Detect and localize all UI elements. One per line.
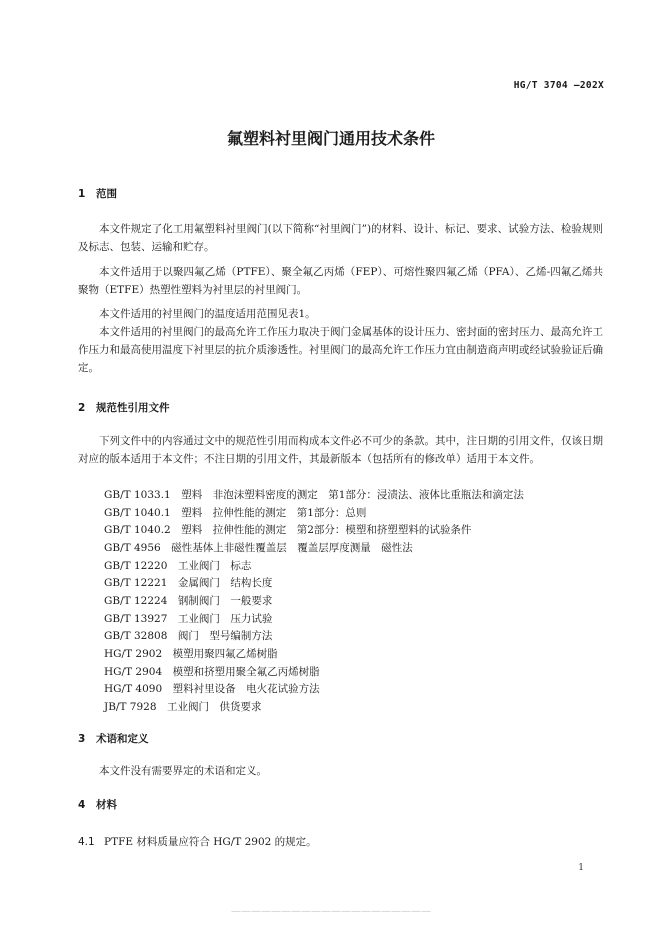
reference-item: HG/T 2904 模塑和挤塑用聚全氟乙丙烯树脂 [104,666,320,678]
section-number: 2 [78,402,86,414]
section-1-heading [78,186,117,201]
standard-code: HG/T 3704 —202X [513,80,604,91]
section-number: 3 [78,733,86,745]
normative-intro: 下列文件中的内容通过文中的规范性引用而构成本文件必不可少的条款。其中，注日期的引用文件，仅该日期对应的版本适用于本文件；不注日期的引用文件，其最新版本（包括所有的修改单）适用于本文件。 [78,435,603,465]
page-number: 1 [578,863,584,873]
footer-watermark: ———————————————————— [231,906,431,917]
reference-item: GB/T 13927 工业阀门 压力试验 [104,613,273,625]
reference-item: GB/T 1033.1 塑料 非泡沫塑料密度的测定 第1部分：浸渍法、液体比重瓶法和滴定法 [104,489,524,501]
reference-item: GB/T 1040.1 塑料 拉伸性能的测定 第1部分：总则 [104,507,367,519]
section-title: 范围 [96,188,117,200]
section-number: 4 [78,799,86,811]
scope-paragraph-4: 本文件适用的衬里阀门的最高允许工作压力取决于阀门金属基体的设计压力、密封面的密封压力、最高允许工作压力和最高使用温度下衬里层的抗介质渗透性。衬里阀门的最高允许工作压力宜由制造商声明或经试验验证后确定。 [78,326,603,374]
clause-text: PTFE 材料质量应符合 HG/T 2902 的规定。 [104,836,317,848]
reference-item: GB/T 32808 阀门 型号编制方法 [104,630,273,642]
section-4-heading [78,797,117,812]
reference-item: GB/T 1040.2 塑料 拉伸性能的测定 第2部分：模塑和挤塑塑料的试验条件 [104,524,472,536]
terms-paragraph: 本文件没有需要界定的术语和定义。 [99,765,267,777]
scope-paragraph-2: 本文件适用于以聚四氟乙烯（PTFE）、聚全氟乙丙烯（FEP）、可熔性聚四氟乙烯（PFA）、乙烯-四氟乙烯共聚物（ETFE）热塑性塑料为衬里层的衬里阀门。 [78,266,603,296]
reference-item: GB/T 4956 磁性基体上非磁性覆盖层 覆盖层厚度测量 磁性法 [104,542,413,554]
section-title: 材料 [96,799,117,811]
reference-item: GB/T 12220 工业阀门 标志 [104,560,252,572]
section-number: 1 [78,188,86,200]
section-3-heading [78,731,149,746]
clause-number: 4.1 [78,836,95,848]
clause-4-1 [78,834,317,849]
section-2-heading [78,400,170,415]
section-title: 术语和定义 [96,733,149,745]
reference-item: JB/T 7928 工业阀门 供货要求 [104,701,262,713]
reference-item: GB/T 12224 钢制阀门 一般要求 [104,595,273,607]
reference-item: GB/T 12221 金属阀门 结构长度 [104,577,273,589]
reference-item: HG/T 4090 塑料衬里设备 电火花试验方法 [104,683,320,695]
scope-paragraph-3: 本文件适用的衬里阀门的温度适用范围见表1。 [99,308,316,320]
reference-item: HG/T 2902 模塑用聚四氟乙烯树脂 [104,648,278,660]
scope-paragraph-1: 本文件规定了化工用氟塑料衬里阀门(以下简称“衬里阀门”)的材料、设计、标记、要求、试验方法、检验规则及标志、包装、运输和贮存。 [78,223,603,253]
document-title: 氟塑料衬里阀门通用技术条件 [226,129,435,148]
section-title: 规范性引用文件 [96,402,170,414]
